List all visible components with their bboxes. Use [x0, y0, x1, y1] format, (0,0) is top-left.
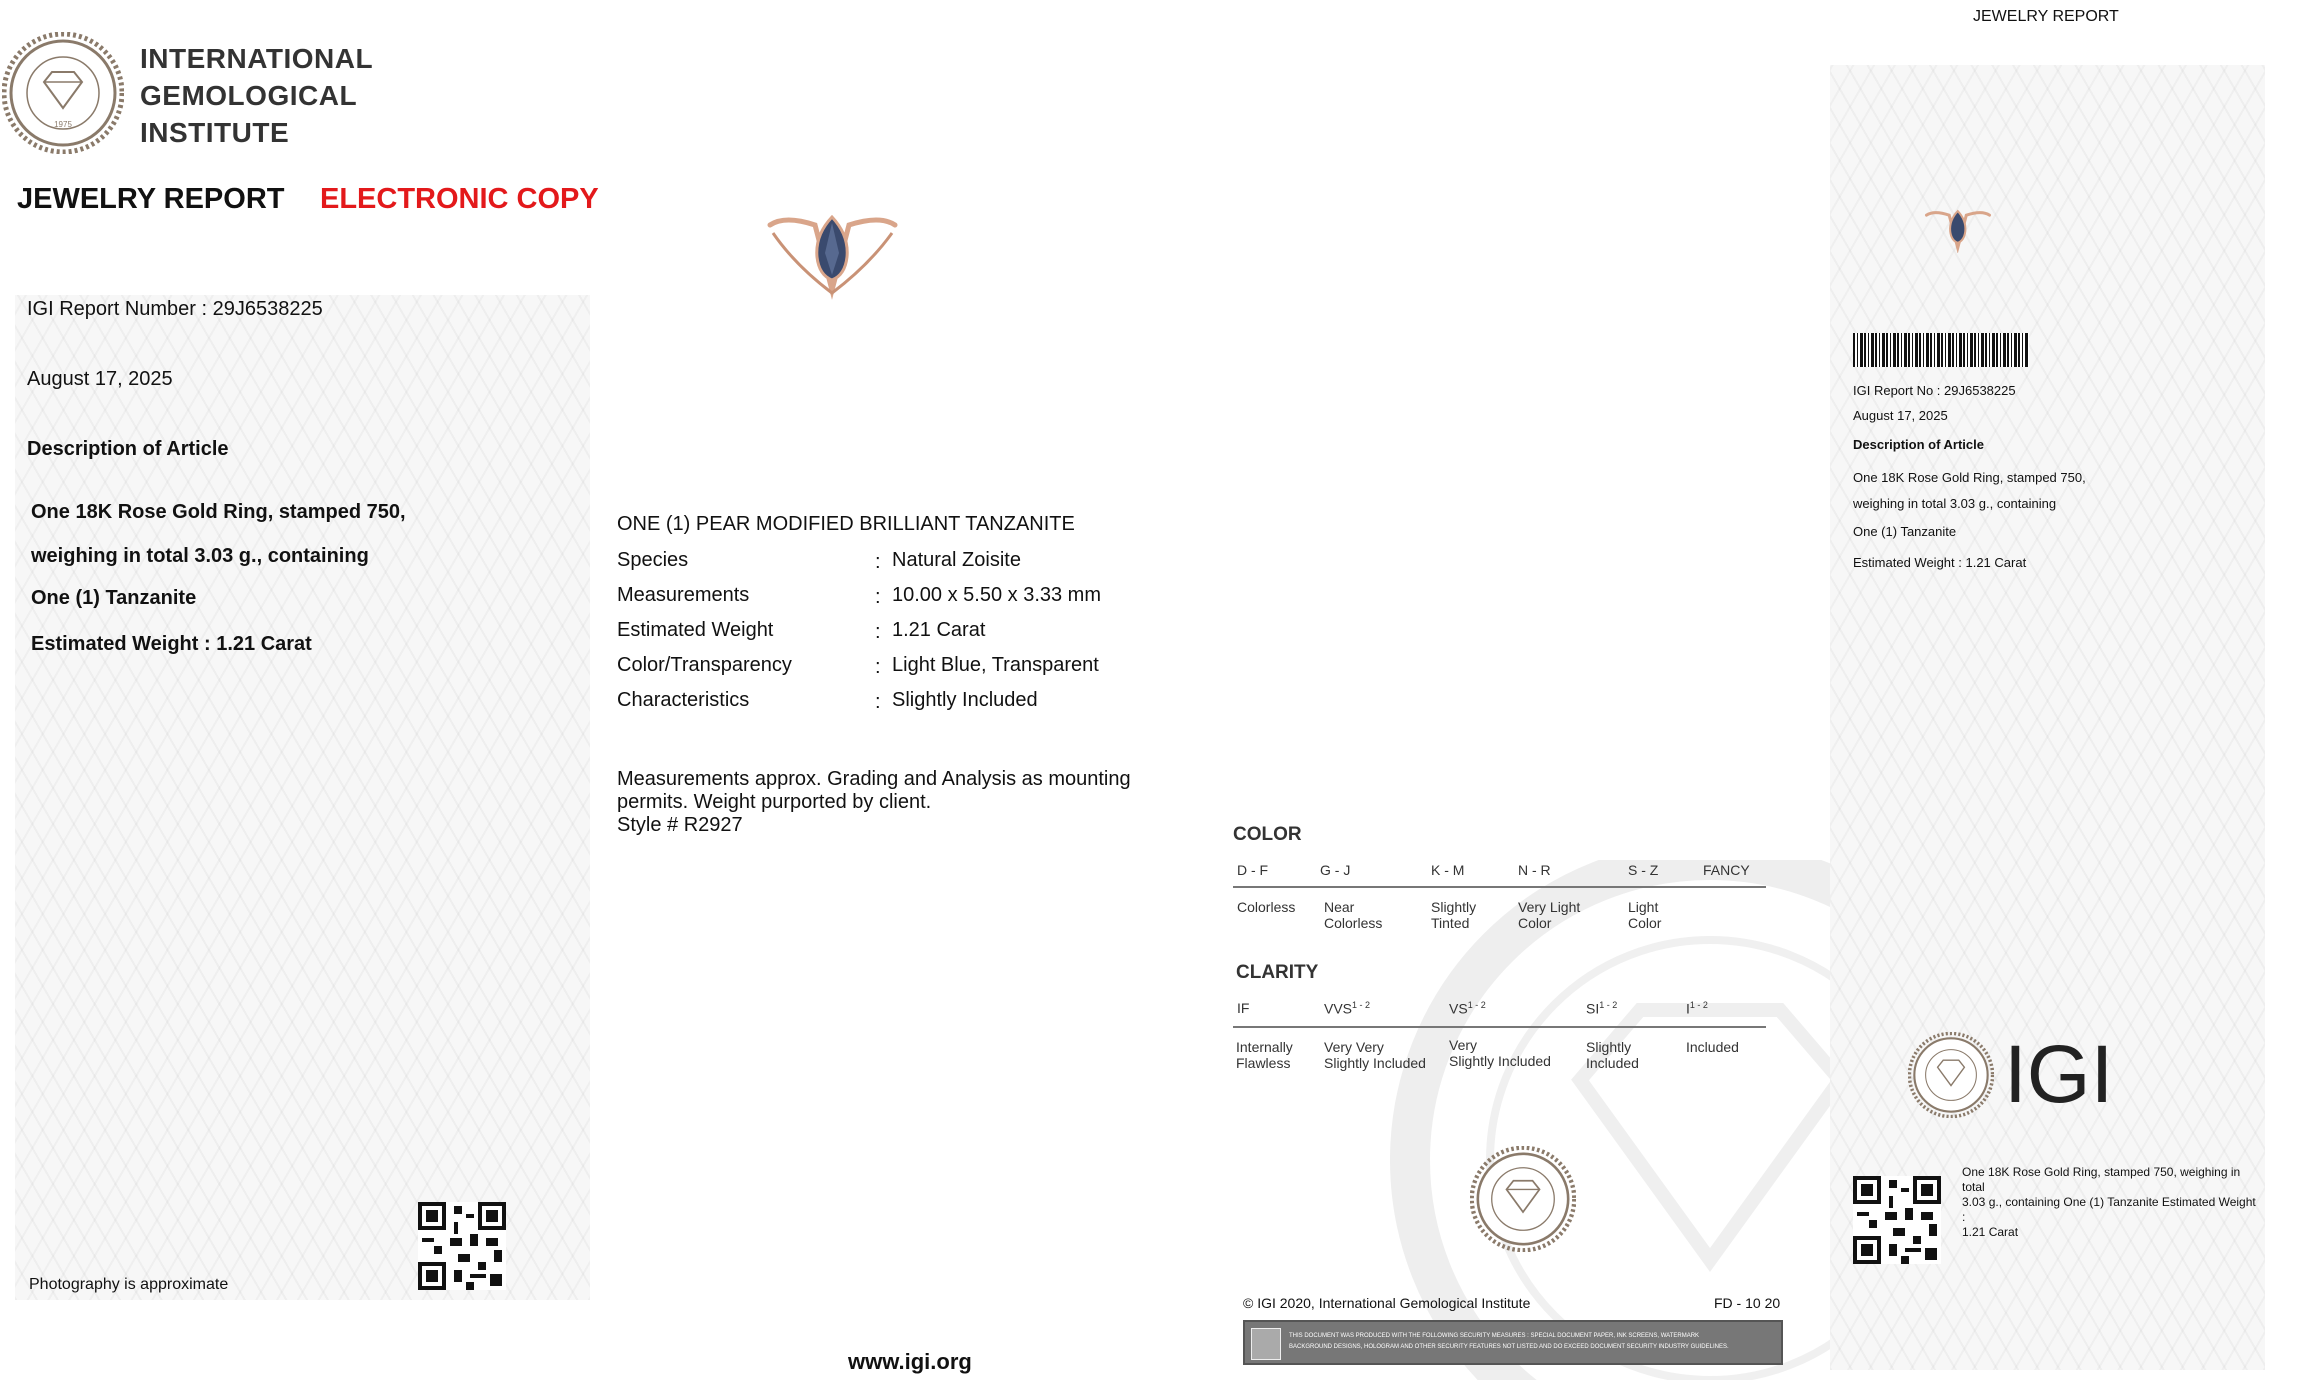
- color-desc-light: Light Color: [1628, 899, 1662, 931]
- detail-value: 1.21 Carat: [892, 619, 986, 641]
- clarity-code-si: SI$^{1 - 2}$: [1586, 1000, 1618, 1017]
- right-summary: One 18K Rose Gold Ring, stamped 750, weighing in total 3.03 g., containing One (1) Tanzanite Estimated Weight : 1.21 Carat: [1962, 1165, 2256, 1239]
- color-desc-very-light: Very Light Color: [1518, 899, 1581, 931]
- detail-row-weight: [617, 619, 1177, 654]
- detail-value: Natural Zoisite: [892, 549, 1021, 571]
- security-text: THIS DOCUMENT WAS PRODUCED WITH THE FOLLOWING SECURITY MEASURES : SPECIAL DOCUMENT PAPER, INK SCREENS, WATERMARK BACKGROUND DESIGNS, HOLOGRAM AND OTHER SECURITY FEATURES NOT LISTED AND DO EXCEED DOCUMENT SECURITY INDUSTRY GUIDELINES.: [1289, 1333, 1729, 1350]
- detail-row-species: [617, 549, 1177, 584]
- stone-title: ONE (1) PEAR MODIFIED BRILLIANT TANZANITE: [617, 513, 1075, 535]
- right-panel-title: JEWELRY REPORT: [1973, 8, 2119, 25]
- color-code-km: K - M: [1431, 862, 1465, 878]
- photo-note: Photography is approximate: [29, 1276, 229, 1293]
- color-code-fancy: FANCY: [1703, 862, 1750, 878]
- color-code-df: D - F: [1237, 862, 1269, 878]
- detail-label: Color/Transparency: [617, 654, 792, 676]
- clarity-code-vs: VS$^{1 - 2}$: [1449, 1000, 1486, 1017]
- clarity-code-if: IF: [1237, 1000, 1250, 1016]
- clarity-code-i: $I^{1 - 2}$: [1686, 1000, 1708, 1017]
- detail-label: Measurements: [617, 584, 750, 606]
- detail-label: Characteristics: [617, 689, 750, 711]
- detail-value: Light Blue, Transparent: [892, 654, 1099, 676]
- clarity-scale-line: [1233, 1026, 1766, 1028]
- igi-seal-logo: [2, 32, 124, 154]
- lock-icon: [1251, 1328, 1281, 1360]
- color-desc-slightly-tinted: Slightly Tinted: [1431, 899, 1477, 931]
- igi-seal-center: [1470, 1146, 1576, 1252]
- right-report-no: IGI Report No : 29J6538225: [1853, 383, 2016, 398]
- right-description-line-1: One 18K Rose Gold Ring, stamped 750,: [1853, 470, 2086, 485]
- color-desc-near-colorless: Near Colorless: [1324, 899, 1383, 931]
- clarity-desc-if: Internally Flawless: [1236, 1039, 1293, 1071]
- right-date: August 17, 2025: [1853, 408, 1948, 423]
- estimated-weight: Estimated Weight : 1.21 Carat: [31, 633, 312, 655]
- logo-line-institute: INSTITUTE: [140, 117, 290, 148]
- description-line-1: One 18K Rose Gold Ring, stamped 750,: [31, 501, 406, 523]
- qr-code-right: [1853, 1176, 1941, 1264]
- color-scale-line: [1233, 886, 1766, 888]
- color-code-sz: S - Z: [1628, 862, 1659, 878]
- barcode: [1853, 333, 2029, 367]
- clarity-desc-i: Included: [1686, 1039, 1739, 1055]
- clarity-desc-vs: Very Slightly Included: [1449, 1037, 1551, 1069]
- report-date: August 17, 2025: [27, 368, 173, 390]
- right-description-line-2: weighing in total 3.03 g., containing: [1853, 496, 2057, 511]
- detail-separator: :: [875, 621, 881, 643]
- security-strip: [1243, 1320, 1783, 1365]
- detail-row-color: [617, 654, 1177, 689]
- comments: [617, 768, 1131, 837]
- igi-seal-right: [1908, 1032, 1994, 1118]
- report-title: JEWELRY REPORT: [17, 183, 285, 215]
- qr-code-left: [418, 1202, 506, 1290]
- detail-value: 10.00 x 5.50 x 3.33 mm: [892, 584, 1102, 606]
- detail-row-characteristics: [617, 689, 1177, 724]
- igi-brand-text: IGI: [2004, 1029, 2114, 1120]
- detail-value: Slightly Included: [892, 689, 1038, 711]
- logo-line-international: INTERNATIONAL: [140, 43, 374, 74]
- detail-label: Estimated Weight: [617, 619, 774, 641]
- color-code-gj: G - J: [1320, 862, 1351, 878]
- details-table: [617, 549, 1177, 724]
- clarity-desc-vvs: Very Very Slightly Included: [1324, 1039, 1426, 1071]
- description-line-2: weighing in total 3.03 g., containing: [31, 545, 369, 567]
- comments-line-3: Style # R2927: [617, 814, 743, 836]
- color-code-nr: N - R: [1518, 862, 1551, 878]
- clarity-heading: CLARITY: [1236, 962, 1319, 983]
- clarity-desc-si: Slightly Included: [1586, 1039, 1639, 1071]
- form-code: FD - 10 20: [1714, 1295, 1781, 1311]
- description-heading: Description of Article: [27, 438, 229, 460]
- right-description-heading: Description of Article: [1853, 437, 1984, 452]
- description-line-3: One (1) Tanzanite: [31, 587, 197, 609]
- right-estimated-weight: Estimated Weight : 1.21 Carat: [1853, 555, 2027, 570]
- color-heading: COLOR: [1233, 824, 1302, 845]
- comments-line-1: Measurements approx. Grading and Analysis as mounting: [617, 768, 1131, 790]
- report-number: IGI Report Number : 29J6538225: [27, 298, 323, 320]
- detail-row-measurements: [617, 584, 1177, 619]
- detail-separator: :: [875, 656, 881, 678]
- electronic-copy-label: ELECTRONIC COPY: [320, 183, 599, 215]
- color-desc-colorless: Colorless: [1237, 899, 1296, 915]
- seal-year: 1975: [54, 120, 72, 129]
- ring-photo: [765, 205, 900, 300]
- clarity-code-vvs: VVS$^{1 - 2}$: [1324, 1000, 1371, 1017]
- ring-photo-small: [1924, 205, 1992, 253]
- comments-line-2: permits. Weight purported by client.: [617, 791, 932, 813]
- copyright: © IGI 2020, International Gemological Institute: [1243, 1295, 1531, 1311]
- right-description-line-3: One (1) Tanzanite: [1853, 524, 1957, 539]
- website-link[interactable]: www.igi.org: [848, 1349, 972, 1374]
- logo-text: [140, 40, 373, 151]
- logo-line-gemological: GEMOLOGICAL: [140, 80, 358, 111]
- detail-separator: :: [875, 551, 881, 573]
- detail-separator: :: [875, 586, 881, 608]
- detail-label: Species: [617, 549, 689, 571]
- detail-separator: :: [875, 691, 881, 713]
